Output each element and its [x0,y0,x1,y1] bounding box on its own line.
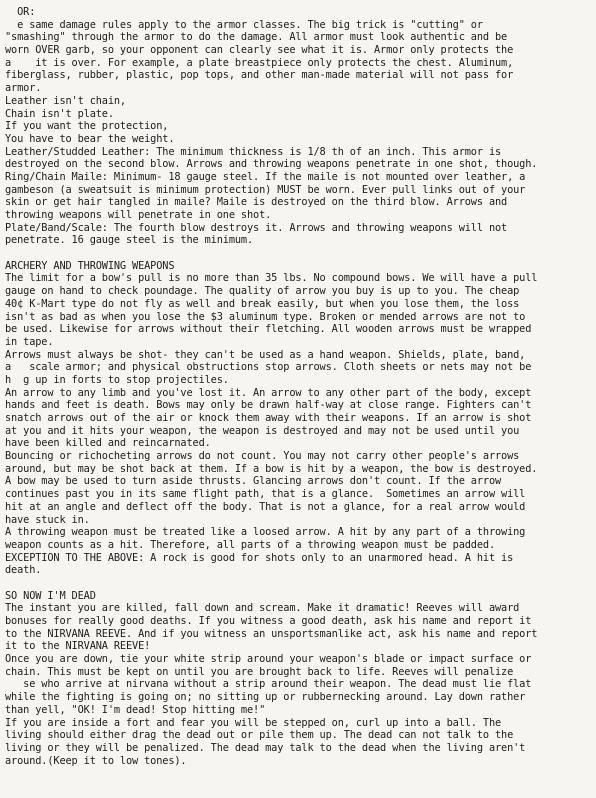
text-line: fiberglass, rubber, plastic, pop tops, and other man-made material will not pass for [5,69,514,82]
text-line: OR: [5,6,36,18]
text-line: worn OVER garb, so your opponent can clearly see what it is. Armor only protects the [5,44,514,57]
text-line: The instant you are killed, fall down and scream. Make it dramatic! Reeves will award [5,602,520,615]
section-heading: SO NOW I'M DEAD [5,589,96,602]
text-line: armor. [5,82,42,95]
text-line: continues past you in its same flight path, that is a glance. Sometimes an arrow will [5,488,526,501]
text-line: gambeson (a sweatsuit is minimum protection) MUST be worn. Ever pull links out of your [5,183,526,196]
text-line: hit at an angle and deflect off the body. That is not a glance, for a real arrow would [5,500,526,513]
text-line: a it is over. For example, a plate breastpiece only protects the chest. Aluminum, [5,56,514,69]
text-line: living or they will be penalized. The dead may talk to the dead when the living aren't [5,741,526,754]
section-archery [5,260,593,577]
text-line: The limit for a bow's pull is no more than 35 lbs. No compound bows. We will have a pull [5,272,538,285]
text-line: A bow may be used to turn aside thrusts. Glancing arrows don't count. If the arrow [5,475,502,488]
text-line: around, but may be shot back at them. If a bow is hit by a weapon, the bow is destroyed. [5,462,538,475]
text-line: skin or get hair tangled in maile? Maile is destroyed on the third blow. Arrows and [5,196,508,209]
text-line: at you and it hits your weapon, the weapon is destroyed and may not be used until you [5,424,520,437]
text-line: Once you are down, tie your white strip around your weapon's blade or impact surface or [5,653,532,666]
text-line: Leather/Studded Leather: The minimum thickness is 1/8 th of an inch. This armor is [5,145,502,158]
text-line: bonuses for really good deaths. If you witness a good death, ask his name and report it [5,615,532,627]
text-line: death. [5,564,42,577]
text-line: chain. This must be kept on until you are brought back to life. Reeves will penalize [5,665,514,678]
text-line: isn't as bad as when you lose the $3 aluminum type. Broken or mended arrows are not to [5,310,526,323]
text-line: "smashing" through the armor to do the damage. All armor must look authentic and be [5,31,508,44]
text-line: in tape. [5,335,54,348]
text-line: Arrows must always be shot- they can't be used as a hand weapon. Shields, plate, band, [5,348,526,361]
section-gap [5,577,593,590]
text-line: penetrate. 16 gauge steel is the minimum. [5,234,254,247]
text-line: throwing weapons will penetrate in one shot. [5,209,272,221]
text-line: Ring/Chain Maile: Minimum- 18 gauge steel. If the maile is not mounted over leather, a [5,170,526,183]
text-line: Chain isn't plate. [5,107,114,120]
text-line: An arrow to any limb and you've lost it. An arrow to any other part of the body, except [5,386,532,399]
text-line: You have to bear the weight. [5,132,175,145]
text-line: e same damage rules apply to the armor classes. The big trick is "cutting" or [5,18,483,31]
text-line: Plate/Band/Scale: The fourth blow destroys it. Arrows and throwing weapons will not [5,221,508,234]
text-line: hands and feet is death. Bows may only be drawn half-way at close range. Fighters can't [5,399,532,412]
text-line: have stuck in. [5,513,90,526]
text-line: Leather isn't chain, [5,94,126,107]
text-line: around.(Keep it to low tones). [5,754,187,767]
text-line: a scale armor; and physical obstructions stop arrows. Cloth sheets or nets may not be [5,361,532,374]
section-armor [5,6,593,247]
section-gap [5,247,593,260]
section-heading: ARCHERY AND THROWING WEAPONS [5,259,175,272]
text-line: while the fighting is going on; no sitting up or rubbernecking around. Lay down rather [5,691,526,704]
text-line: be used. Likewise for arrows without their fletching. All wooden arrows must be wrapped [5,323,532,336]
text-line: Bouncing or richocheting arrows do not count. You may not carry other people's arrows [5,450,520,463]
text-line: A throwing weapon must be treated like a loosed arrow. A hit by any part of a throwing [5,526,526,539]
text-line: have been killed and reincarnated. [5,437,211,450]
text-line: If you want the protection, [5,120,169,133]
text-line: destroyed on the second blow. Arrows and throwing weapons penetrate in one shot, though. [5,158,538,171]
text-line: gauge on hand to check poundage. The quality of arrow you buy is up to you. The cheap [5,285,520,298]
text-line: weapon counts as a hit. Therefore, all parts of a throwing weapon must be padded. [5,538,495,551]
text-line: it to the NIRVANA REEVE! [5,640,151,653]
section-dead [5,590,593,768]
text-line: h g up in forts to stop projectiles. [5,373,229,386]
text-line: than yell, "OK! I'm dead! Stop hitting me!" [5,703,266,716]
text-line: se who arrive at nirvana without a strip around their weapon. The dead must lie flat [5,678,532,691]
text-line: 40¢ K-Mart type do not fly as well and break easily, but when you lose them, the loss [5,297,520,310]
text-line: to the NIRVANA REEVE. And if you witness an unsportsmanlike act, ask his name and report [5,627,538,640]
text-line: living should either drag the dead out or pile them up. The dead can not talk to the [5,729,514,742]
text-line: If you are inside a fort and fear you will be stepped on, curl up into a ball. The [5,716,502,729]
text-line: EXCEPTION TO THE ABOVE: A rock is good for shots only to an unarmored head. A hit is [5,551,514,564]
text-line: snatch arrows out of the air or knock them away with their weapons. If an arrow is shot [5,412,532,424]
document-body [5,6,593,767]
